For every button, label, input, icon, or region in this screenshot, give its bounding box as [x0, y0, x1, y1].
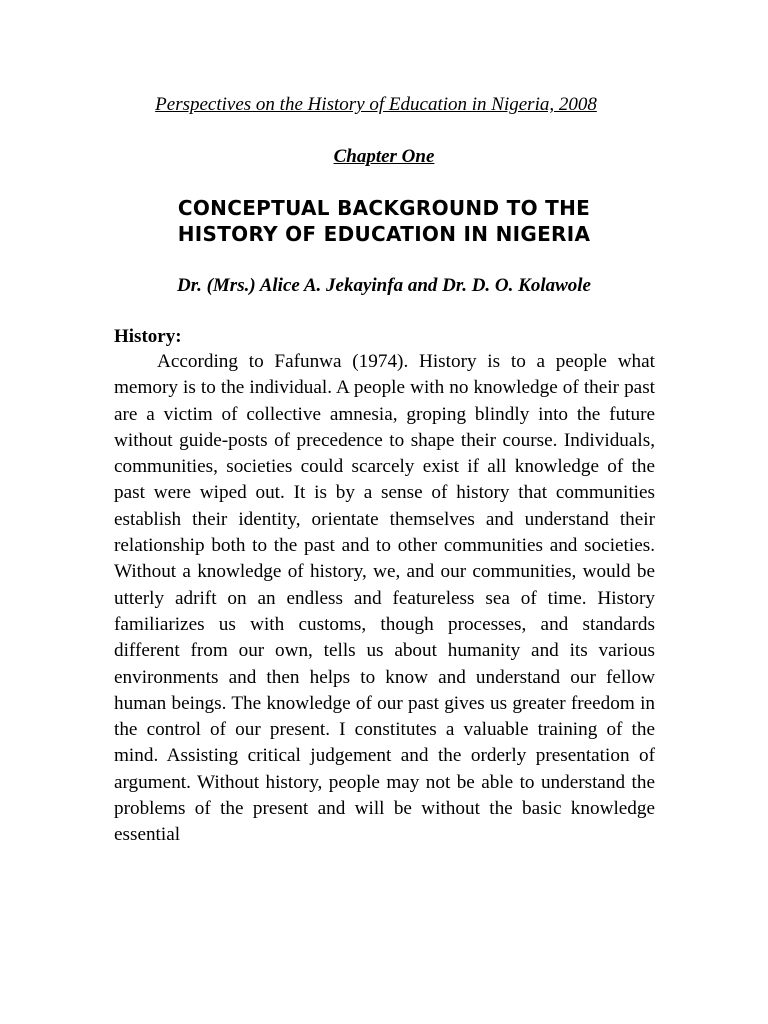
section-heading: History:: [114, 326, 182, 347]
author-line: Dr. (Mrs.) Alice A. Jekayinfa and Dr. D. O. Kolawole: [177, 275, 591, 296]
chapter-label: Chapter One: [333, 146, 435, 167]
running-header: Perspectives on the History of Education in Nigeria, 2008: [155, 94, 597, 115]
chapter-title: [0, 195, 768, 247]
chapter-title-line-2: HISTORY OF EDUCATION IN NIGERIA: [177, 222, 591, 246]
chapter-title-line-1: CONCEPTUAL BACKGROUND TO THE: [177, 196, 591, 220]
body-paragraph: According to Fafunwa (1974). History is to a people what memory is to the individual. A people with no knowledge of their past are a victim of collective amnesia, groping blindly into the future without guide-posts of precedence to shape their course. Individuals, communities, societies could scarcely exist if all knowledge of the past were wiped out. It is by a sense of history that communities establish their identity, orientate themselves and understand their relationship both to the past and to other communities and societies. Without a knowledge of history, we, and our communities, would be utterly adrift on an endless and featureless sea of time. History familiarizes us with customs, though processes, and standards different from our own, tells us about humanity and its various environments and then helps to know and understand our fellow human beings. The knowledge of our past gives us greater freedom in the control of our present. I constitutes a valuable training of the mind. Assisting critical judgement and the orderly presentation of argument. Without history, people may not be able to understand the problems of the present and will be without the basic knowledge essential: [114, 351, 655, 846]
